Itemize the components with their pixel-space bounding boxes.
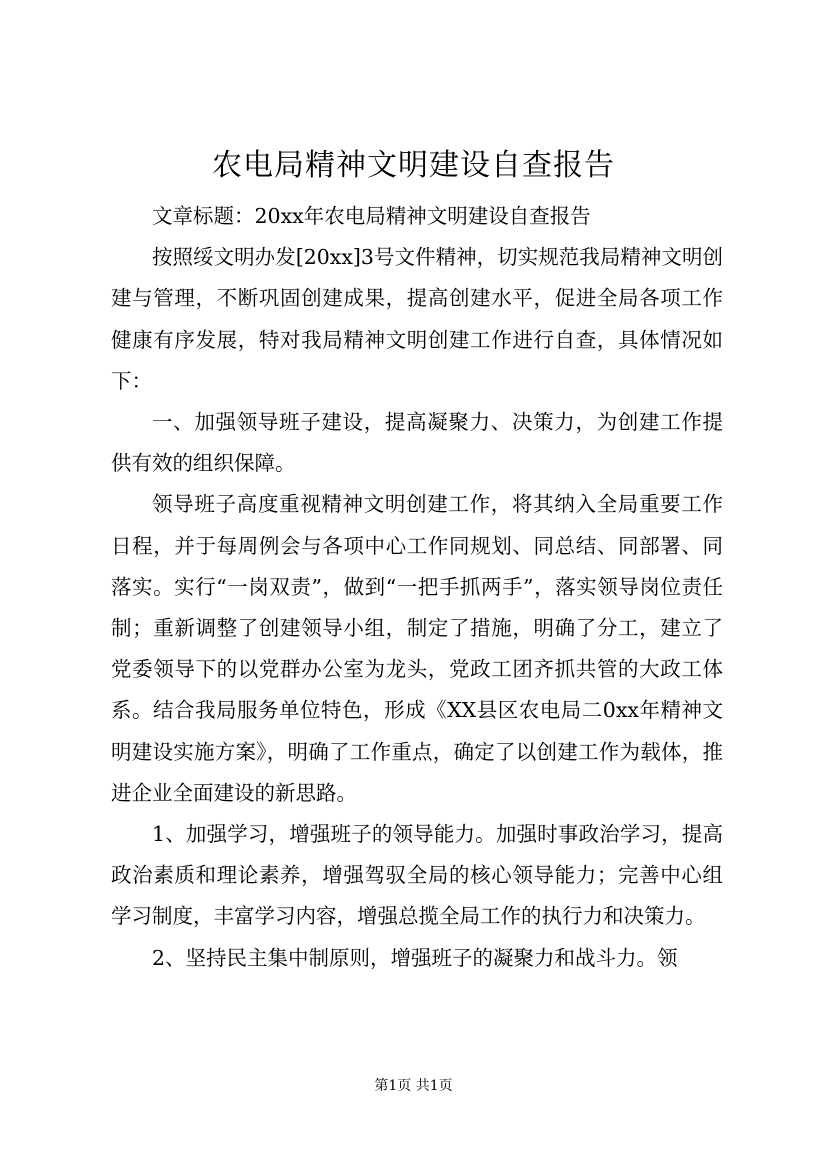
page-footer: 第1页 共1页 [374, 1078, 453, 1094]
paragraph-intro: 按照绥文明办发[20xx]3号文件精神，切实规范我局精神文明创建与管理，不断巩固创建成果，提高创建水平，促进全局各项工作健康有序发展，特对我局精神文明创建工作进行自查，具体情况如下： [111, 245, 723, 393]
section-heading-1: 一、加强领导班子建设，提高凝聚力、决策力，为创建工作提供有效的组织保障。 [111, 410, 723, 476]
paragraph-item-2: 2、坚持民主集中制原则，增强班子的凝聚力和战斗力。领 [152, 945, 678, 970]
paragraph-item-1: 1、加强学习，增强班子的领导能力。加强时事政治学习，提高政治素质和理论素养，增强驾驭全局的核心领导能力；完善中心组学习制度，丰富学习内容，增强总揽全局工作的执行力和决策力。 [111, 822, 723, 929]
document-title: 农电局精神文明建设自查报告 [212, 148, 615, 183]
document-body [111, 196, 723, 979]
paragraph-leadership: 领导班子高度重视精神文明创建工作，将其纳入全局重要工作日程，并于每周例会与各项中心工作同规划、同总结、同部署、同落实。实行“一岗双责”，做到“一把手抓两手”，落实领导岗位责任制；重新调整了创建领导小组，制定了措施，明确了分工，建立了党委领导下的以党群办公室为龙头，党政工团齐抓共管的大政工体系。结合我局服务单位特色，形成《XX县区农电局二0xx年精神文明建设实施方案》，明确了工作重点，确定了以创建工作为载体，推进企业全面建设的新思路。 [111, 492, 723, 805]
article-title-line: 文章标题：20xx年农电局精神文明建设自查报告 [152, 204, 591, 228]
